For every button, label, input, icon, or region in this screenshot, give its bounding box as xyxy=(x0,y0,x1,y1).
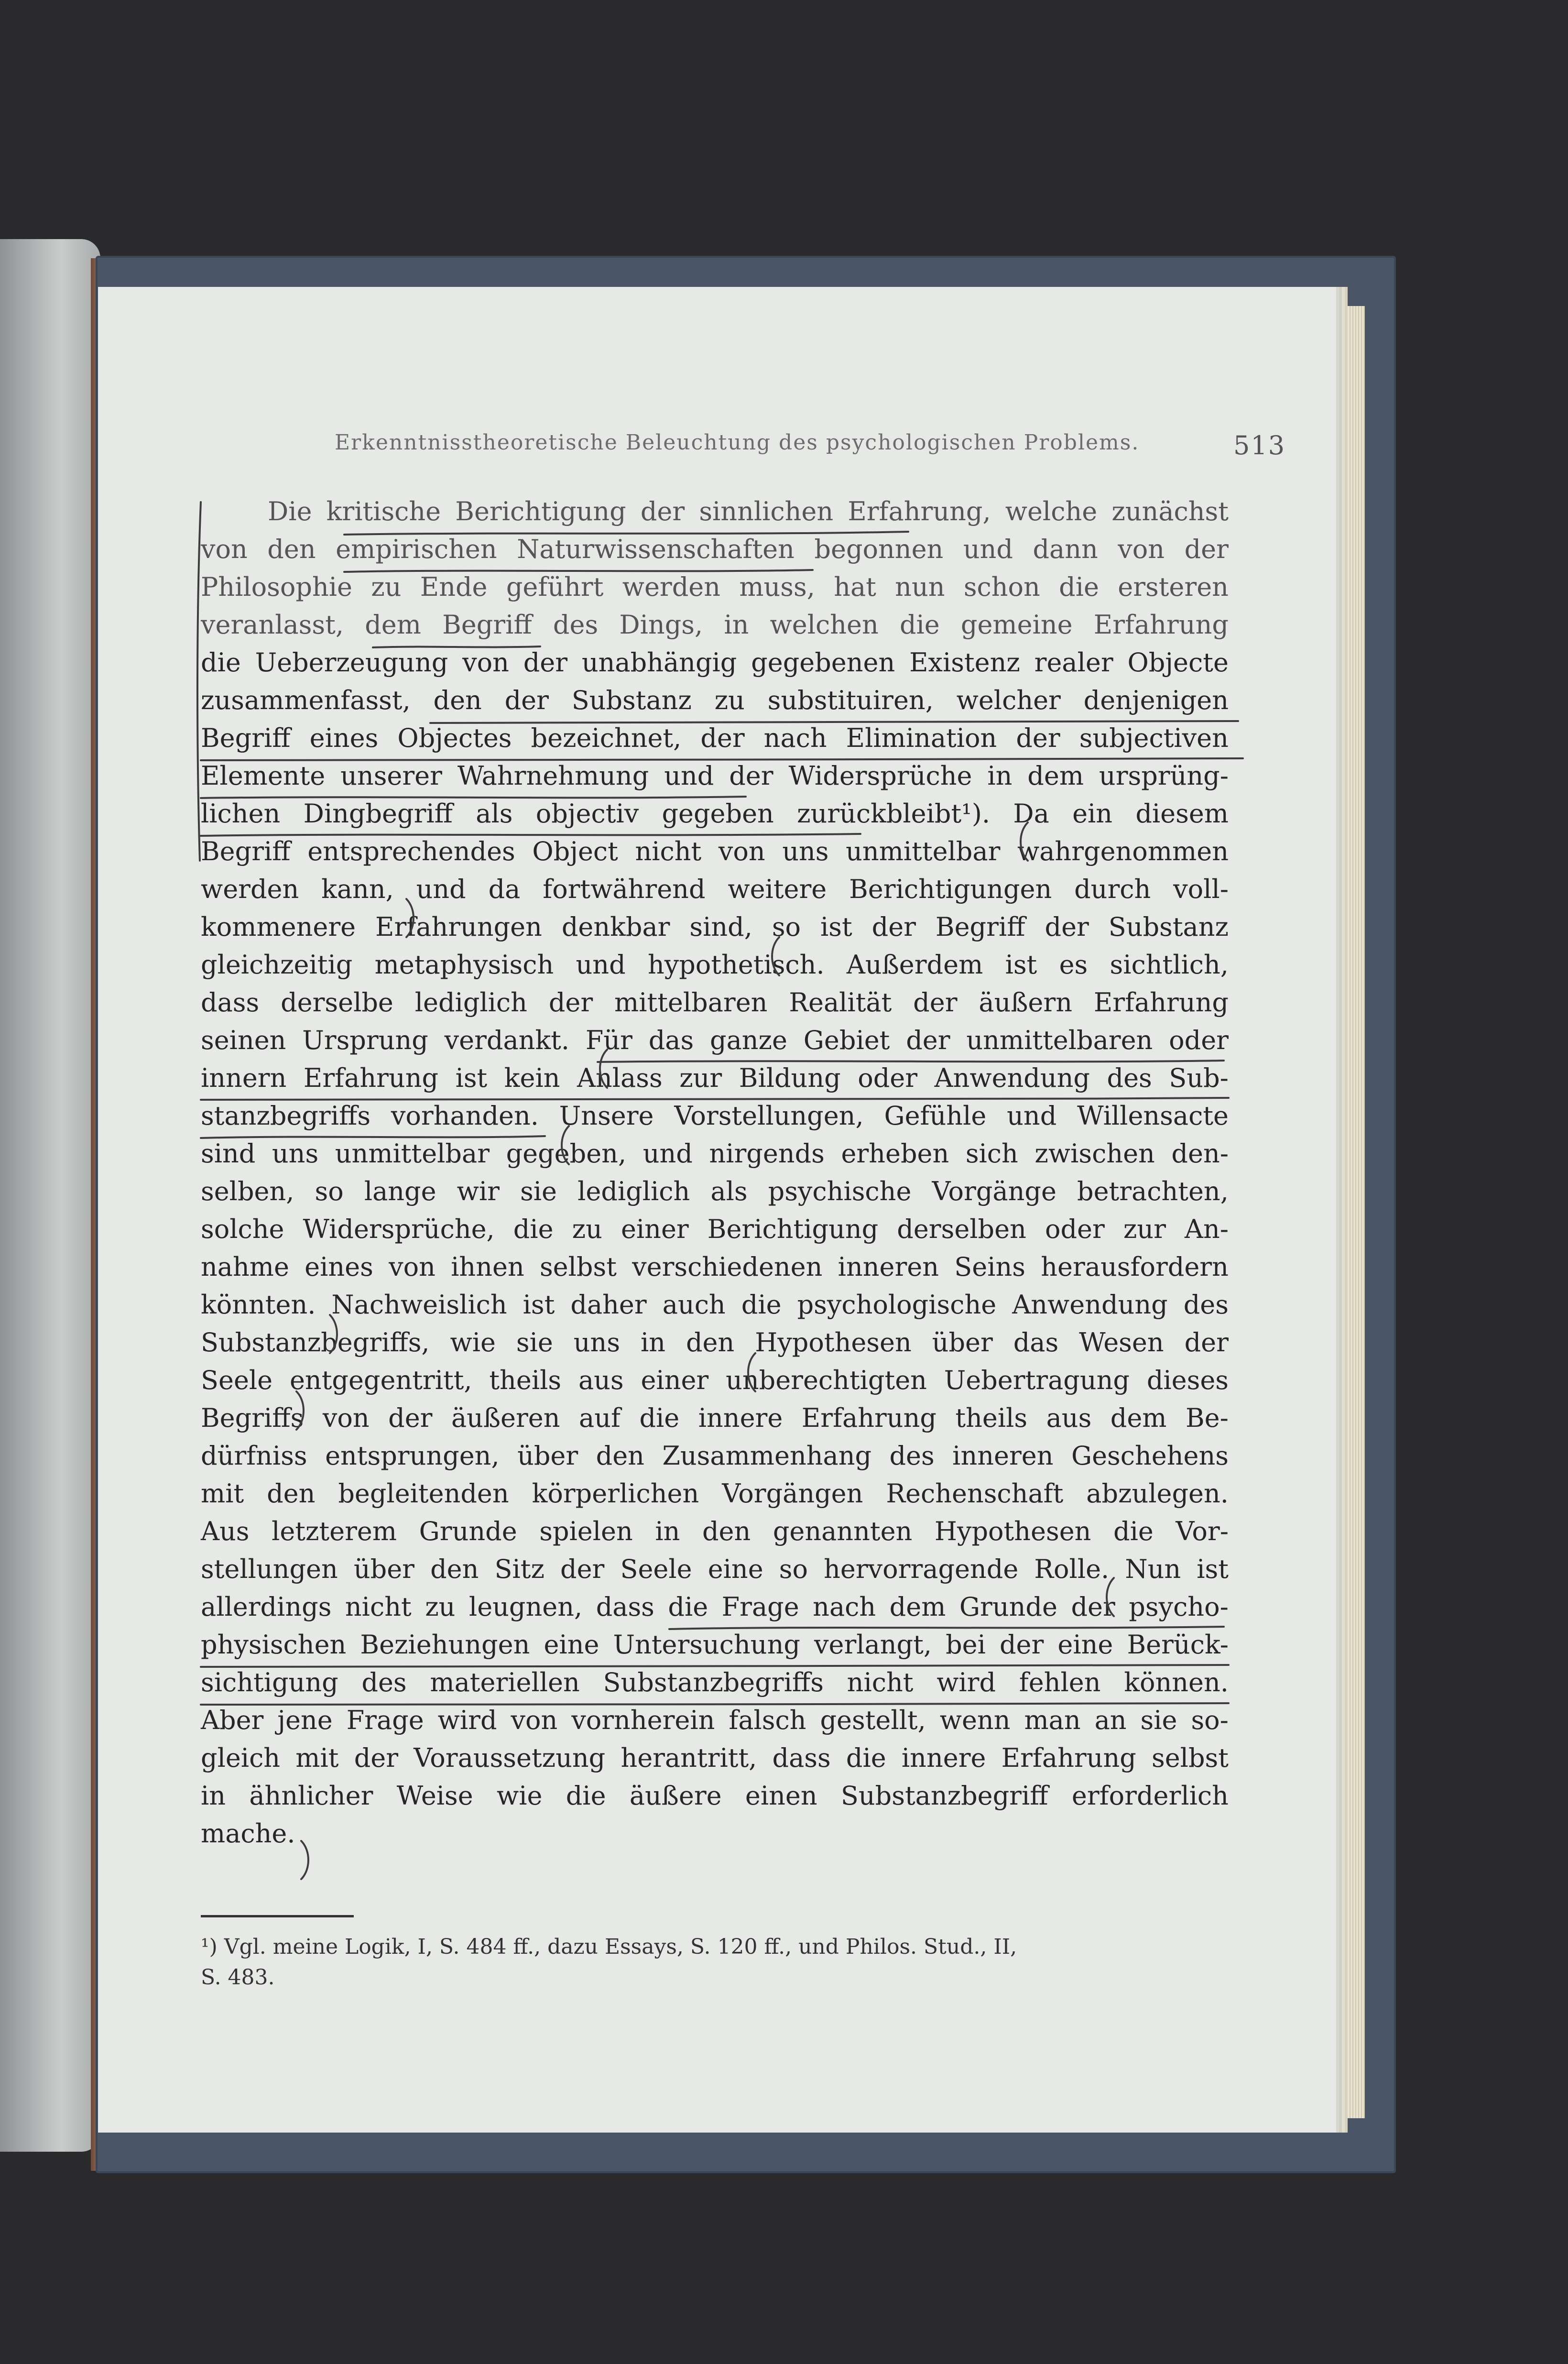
text-line: mit den begleitenden körperlichen Vorgängen Rechenschaft abzulegen. xyxy=(201,1478,1229,1509)
text-line: Begriff eines Objectes bezeichnet, der nach Elimination der subjectiven xyxy=(201,723,1229,753)
text-line: Seele entgegentritt, theils aus einer unberechtigten Uebertragung dieses xyxy=(201,1365,1229,1395)
text-line: sind uns unmittelbar gegeben, und nirgends erheben sich zwischen den- xyxy=(201,1138,1229,1169)
page-block-edge xyxy=(1336,306,1365,2118)
text-line: in ähnlicher Weise wie die äußere einen Substanzbegriff erforderlich xyxy=(201,1781,1229,1811)
text-line: werden kann, und da fortwährend weitere Berichtigungen durch voll- xyxy=(201,874,1229,904)
text-line: selben, so lange wir sie lediglich als psychische Vorgänge betrachten, xyxy=(201,1176,1229,1206)
footnote-line: S. 483. xyxy=(201,1965,275,1990)
text-line: solche Widersprüche, die zu einer Berichtigung derselben oder zur An- xyxy=(201,1214,1229,1244)
text-line: allerdings nicht zu leugnen, dass die Frage nach dem Grunde der psycho- xyxy=(201,1592,1229,1622)
text-line: innern Erfahrung ist kein Anlass zur Bildung oder Anwendung des Sub- xyxy=(201,1063,1229,1093)
text-line: nahme eines von ihnen selbst verschiedenen inneren Seins herausfordern xyxy=(201,1252,1229,1282)
text-line: stellungen über den Sitz der Seele eine so hervorragende Rolle. Nun ist xyxy=(201,1554,1229,1584)
text-line: physischen Beziehungen eine Untersuchung verlangt, bei der eine Berück- xyxy=(201,1630,1229,1660)
header-title: Erkenntnisstheoretische Beleuchtung des psychologischen Problems. xyxy=(335,430,1140,455)
text-line: Aber jene Frage wird von vornherein falsch gestellt, wenn man an sie so- xyxy=(201,1705,1229,1735)
footnote-rule xyxy=(201,1915,354,1917)
text-line: dürfniss entsprungen, über den Zusammenhang des inneren Geschehens xyxy=(201,1441,1229,1471)
text-line: Elemente unserer Wahrnehmung und der Widersprüche in dem ursprüng- xyxy=(201,761,1229,791)
text-line: die Ueberzeugung von der unabhängig gegebenen Existenz realer Objecte xyxy=(201,647,1229,678)
text-line: Begriffs von der äußeren auf die innere Erfahrung theils aus dem Be- xyxy=(201,1403,1229,1433)
text-line: veranlasst, dem Begriff des Dings, in welchen die gemeine Erfahrung xyxy=(201,610,1229,640)
left-page-edge xyxy=(0,239,100,2152)
footnote-line: ¹) Vgl. meine Logik, I, S. 484 ff., dazu Essays, S. 120 ff., und Philos. Stud., II, xyxy=(201,1935,1017,1959)
text-line: zusammenfasst, den der Substanz zu substituiren, welcher denjenigen xyxy=(201,685,1229,715)
text-line: dass derselbe lediglich der mittelbaren Realität der äußern Erfahrung xyxy=(201,987,1229,1018)
text-line: sichtigung des materiellen Substanzbegriffs nicht wird fehlen können. xyxy=(201,1667,1229,1697)
text-line: stanzbegriffs vorhanden. Unsere Vorstellungen, Gefühle und Willensacte xyxy=(201,1101,1229,1131)
text-line: gleich mit der Voraussetzung herantritt, dass die innere Erfahrung selbst xyxy=(201,1743,1229,1773)
body-text xyxy=(201,492,1229,1852)
page-number: 513 xyxy=(1233,430,1286,460)
text-line: Substanzbegriffs, wie sie uns in den Hypothesen über das Wesen der xyxy=(201,1327,1229,1357)
text-line: von den empirischen Naturwissenschaften begonnen und dann von der xyxy=(201,534,1229,564)
running-header xyxy=(335,430,1291,469)
text-line: gleichzeitig metaphysisch und hypothetisch. Außerdem ist es sichtlich, xyxy=(201,950,1229,980)
footnote xyxy=(201,1932,1229,1993)
text-line: Aus letzterem Grunde spielen in den genannten Hypothesen die Vor- xyxy=(201,1516,1229,1546)
text-line: lichen Dingbegriff als objectiv gegeben zurückbleibt¹). Da ein diesem xyxy=(201,799,1229,829)
text-line: mache. xyxy=(201,1818,295,1849)
text-line: könnten. Nachweislich ist daher auch die psychologische Anwendung des xyxy=(201,1290,1229,1320)
text-line: Die kritische Berichtigung der sinnlichen Erfahrung, welche zunächst xyxy=(268,496,1229,526)
text-line: kommenere Erfahrungen denkbar sind, so ist der Begriff der Substanz xyxy=(201,912,1229,942)
text-line: seinen Ursprung verdankt. Für das ganze Gebiet der unmittelbaren oder xyxy=(201,1025,1229,1055)
text-line: Begriff entsprechendes Object nicht von uns unmittelbar wahrgenommen xyxy=(201,836,1229,866)
text-line: Philosophie zu Ende geführt werden muss, hat nun schon die ersteren xyxy=(201,572,1229,602)
